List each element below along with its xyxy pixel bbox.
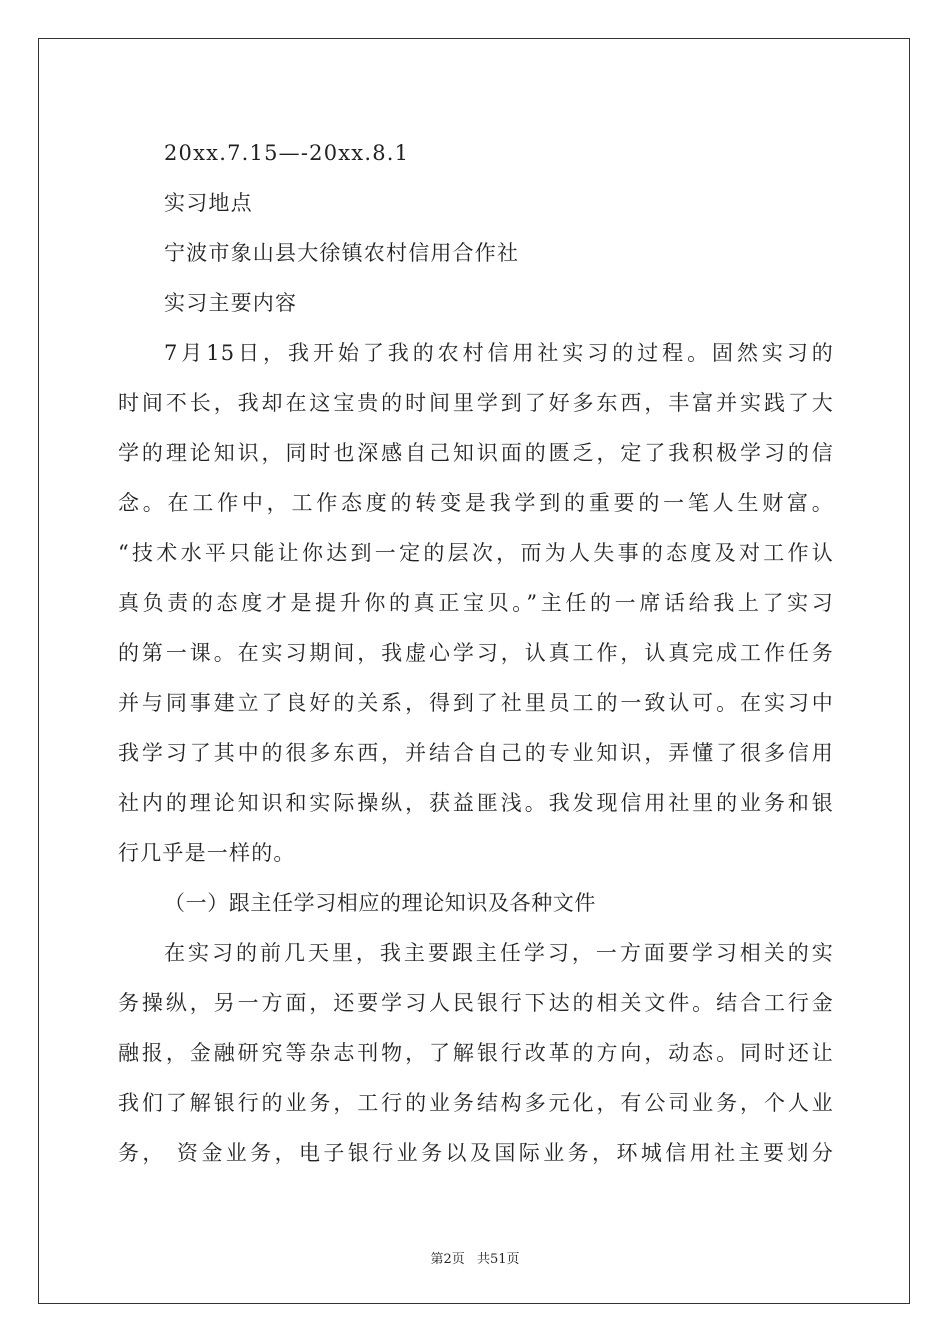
paragraph-line: 并与同事建立了良好的关系，得到了社里员工的一致认可。在实习中 bbox=[118, 691, 834, 715]
paragraph-line: 的第一课。在实习期间，我虚心学习，认真工作，认真完成工作任务 bbox=[118, 641, 834, 665]
paragraph-line: 我学习了其中的很多东西，并结合自己的专业知识，弄懂了很多信用 bbox=[118, 741, 834, 765]
paragraph-line: 务操纵，另一方面，还要学习人民银行下达的相关文件。结合工行金 bbox=[118, 991, 834, 1015]
paragraph-line: 我们了解银行的业务，工行的业务结构多元化，有公司业务，个人业 bbox=[118, 1091, 834, 1115]
date-range: 20xx.7.15—-20xx.8.1 bbox=[164, 141, 410, 165]
page-total: 共51页 bbox=[476, 1252, 520, 1267]
document-body bbox=[118, 128, 834, 1178]
paragraph-line: 融报，金融研究等杂志刊物，了解银行改革的方向，动态。同时还让 bbox=[118, 1041, 834, 1065]
paragraph-line: 社内的理论知识和实际操纵，获益匪浅。我发现信用社里的业务和银 bbox=[118, 791, 834, 815]
paragraph-line: 7月15日，我开始了我的农村信用社实习的过程。固然实习的 bbox=[164, 341, 834, 365]
location-value: 宁波市象山县大徐镇农村信用合作社 bbox=[164, 241, 520, 265]
page-footer bbox=[0, 1248, 950, 1267]
paragraph-line: 务， 资金业务，电子银行业务以及国际业务，环城信用社主要划分 bbox=[118, 1141, 834, 1165]
heading-location: 实习地点 bbox=[164, 191, 253, 215]
section-heading: （一）跟主任学习相应的理论知识及各种文件 bbox=[164, 891, 596, 915]
heading-content: 实习主要内容 bbox=[164, 291, 298, 315]
paragraph-line: 在实习的前几天里，我主要跟主任学习，一方面要学习相关的实 bbox=[164, 941, 834, 965]
paragraph-line: 念。在工作中，工作态度的转变是我学到的重要的一笔人生财富。 bbox=[118, 491, 834, 515]
paragraph-line: “技术水平只能让你达到一定的层次，而为人失事的态度及对工作认 bbox=[118, 541, 834, 565]
paragraph-line: 真负责的态度才是提升你的真正宝贝。”主任的一席话给我上了实习 bbox=[118, 591, 834, 615]
paragraph-line: 行几乎是一样的。 bbox=[118, 841, 296, 865]
paragraph-line: 时间不长，我却在这宝贵的时间里学到了好多东西，丰富并实践了大 bbox=[118, 391, 834, 415]
page-number: 第2页 bbox=[430, 1252, 465, 1267]
paragraph-line: 学的理论知识，同时也深感自己知识面的匮乏，定了我积极学习的信 bbox=[118, 441, 834, 465]
